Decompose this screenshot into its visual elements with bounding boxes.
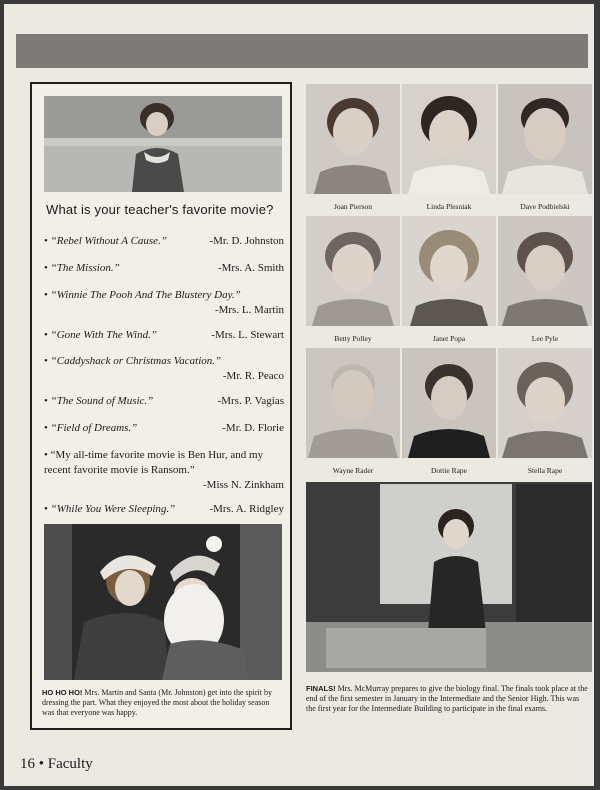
portrait-name: Dave Podbielski xyxy=(520,202,570,211)
page-footer xyxy=(20,756,93,773)
quote-teacher: -Miss N. Zinkham xyxy=(203,479,284,491)
quote-teacher: -Mrs. A. Smith xyxy=(217,262,284,274)
portrait-photo xyxy=(402,216,496,326)
quote-movie: “Caddyshack or Christmas Vacation.” xyxy=(50,355,222,367)
quote-item: • “Gone With The Wind.” -Mrs. L. Stewart xyxy=(44,329,284,341)
header-banner xyxy=(16,34,588,68)
finals-caption-text: Mrs. McMurray prepares to give the biology final. The finals took place at the end of the first semester in January in the Intermediate and the Senior High. This was the first year for the Intermediate Building to participate in the final exams. xyxy=(306,684,588,713)
quote-teacher: -Mr. D. Florie xyxy=(222,422,284,434)
quote-item: • “Field of Dreams.” -Mr. D. Florie xyxy=(44,422,284,434)
portrait-name: Betty Polley xyxy=(334,334,372,343)
quote-movie: “My all-time favorite movie is Ben Hur, and my recent favorite movie is Ransom.” xyxy=(44,449,264,476)
quote-item: • “Caddyshack or Christmas Vacation.” -Mr. R. Peaco xyxy=(44,355,284,382)
santa-caption xyxy=(42,688,280,718)
section-name: Faculty xyxy=(47,756,93,772)
favorite-movie-sidebar xyxy=(30,82,292,730)
quote-movie: “Rebel Without A Cause.” xyxy=(50,235,167,247)
quote-item: • “Winnie The Pooh And The Blustery Day.” -Mrs. L. Martin xyxy=(44,289,284,316)
portrait-photo xyxy=(402,348,496,458)
portrait-photo xyxy=(306,348,400,458)
portrait-photo xyxy=(306,84,400,194)
page-number: 16 xyxy=(20,756,35,772)
portrait-name: Lee Pyle xyxy=(531,334,559,343)
quote-teacher: -Mrs. P. Vagias xyxy=(217,395,284,407)
portrait-photo xyxy=(306,216,400,326)
portrait-name: Stella Rape xyxy=(527,466,563,475)
quote-teacher: -Mrs. L. Stewart xyxy=(211,329,284,341)
quote-movie: “The Mission.” xyxy=(50,262,120,274)
finals-caption xyxy=(306,684,590,714)
portrait-name: Janet Popa xyxy=(432,334,466,343)
quote-teacher: -Mrs. A. Ridgley xyxy=(209,503,284,515)
santa-caption-lead: HO HO HO! xyxy=(42,688,83,697)
portrait-name: Linda Plesniak xyxy=(426,202,472,211)
quote-item: • “My all-time favorite movie is Ben Hur, and my recent favorite movie is Ransom.” -Miss N. Zinkham xyxy=(44,449,284,491)
finals-caption-lead: FINALS! xyxy=(306,684,336,693)
quote-movie: “Winnie The Pooh And The Blustery Day.” xyxy=(50,289,241,301)
portrait-name: Joan Pierson xyxy=(333,202,373,211)
portrait-photo xyxy=(498,216,592,326)
portrait-photo xyxy=(498,84,592,194)
quote-movie: “While You Were Sleeping.” xyxy=(50,503,176,515)
quote-item: • “While You Were Sleeping.” -Mrs. A. Ridgley xyxy=(44,503,284,515)
portrait-photo xyxy=(498,348,592,458)
survey-heading: What is your teacher's favorite movie? xyxy=(46,202,274,217)
classroom-photo xyxy=(306,482,592,672)
quote-teacher: -Mrs. L. Martin xyxy=(214,304,284,316)
footer-bullet: • xyxy=(38,756,45,772)
quote-item: • “The Mission.” -Mrs. A. Smith xyxy=(44,262,284,274)
portrait-name: Dottie Rape xyxy=(430,466,468,475)
portrait-name: Wayne Rader xyxy=(332,466,374,475)
quote-teacher: -Mr. R. Peaco xyxy=(222,370,284,382)
quote-teacher: -Mr. D. Johnston xyxy=(209,235,284,247)
teacher-photo-top xyxy=(44,96,282,192)
santa-caption-text: Mrs. Martin and Santa (Mr. Johnston) get into the spirit by dressing the part. What they enjoyed the most about the holiday season was that everyone was happy. xyxy=(42,688,272,717)
quote-item: • “The Sound of Music.” -Mrs. P. Vagias xyxy=(44,395,284,407)
portrait-photo xyxy=(402,84,496,194)
quote-item: • “Rebel Without A Cause.” -Mr. D. Johnston xyxy=(44,235,284,247)
santa-photo xyxy=(44,524,282,680)
quote-movie: “Field of Dreams.” xyxy=(50,422,138,434)
quote-movie: “Gone With The Wind.” xyxy=(50,329,157,341)
quote-movie: “The Sound of Music.” xyxy=(50,395,154,407)
